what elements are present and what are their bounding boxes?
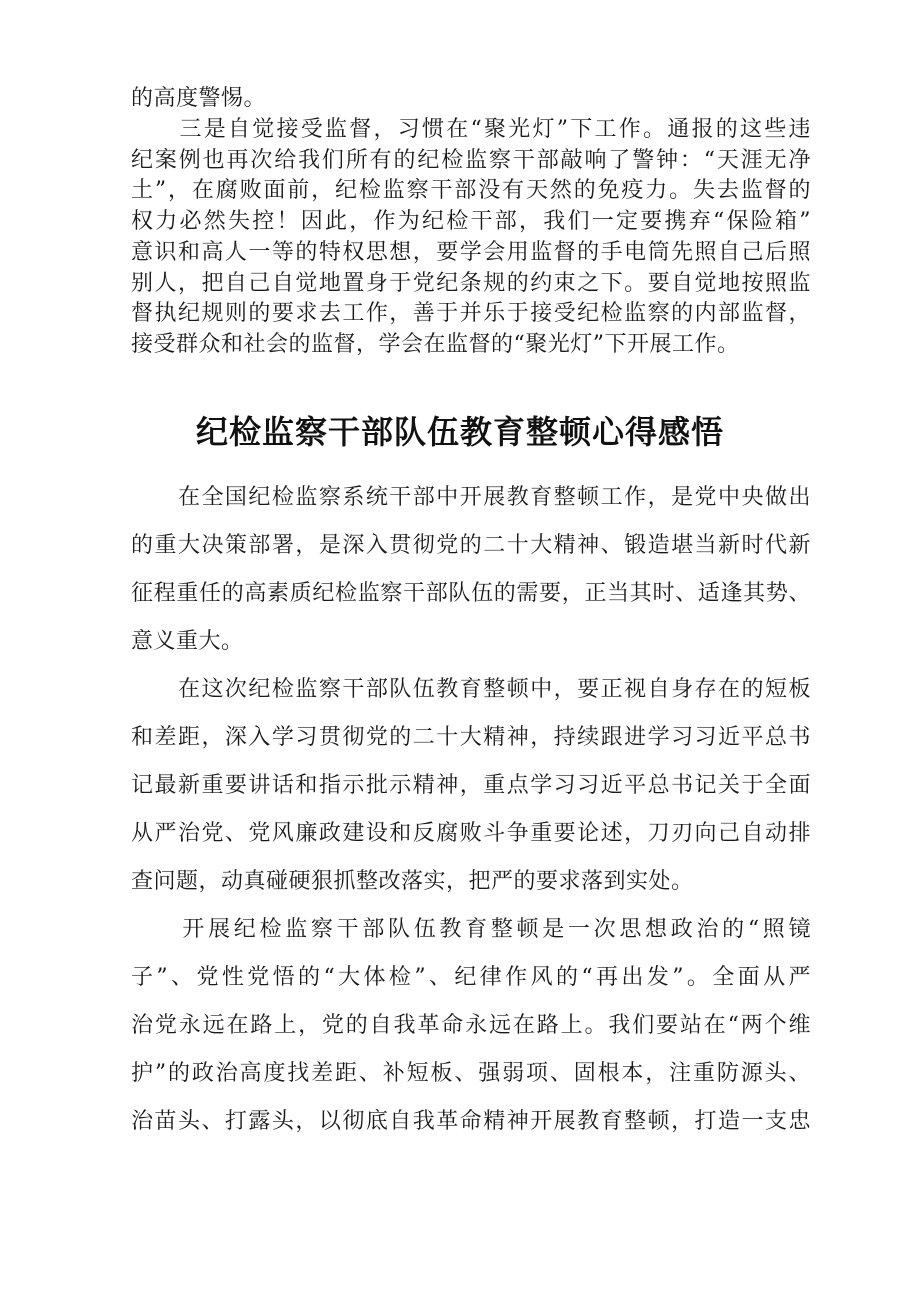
article-paragraph-3 xyxy=(131,906,811,1146)
text-line: 护”的政治高度找差距、补短板、强弱项、固根本，注重防源头、 xyxy=(131,1061,811,1086)
text-line: 记最新重要讲话和指示批示精神，重点学习习近平总书记关于全面 xyxy=(131,773,811,798)
text-line: 查问题，动真碰硬狠抓整改落实，把严的要求落到实处。 xyxy=(131,869,694,894)
text-line: 治苗头、打露头，以彻底自我革命精神开展教育整顿，打造一支忠 xyxy=(131,1109,811,1134)
text-line: 从严治党、党风廉政建设和反腐败斗争重要论述，刀刃向己自动排 xyxy=(131,821,811,846)
text-line: 土”，在腐败面前，纪检监察干部没有天然的免疫力。失去监督的 xyxy=(131,178,811,204)
article-paragraph-1 xyxy=(131,474,811,666)
prev-paragraph-1 xyxy=(131,84,811,115)
text-line: 接受群众和社会的监督，学会在监督的“聚光灯”下开展工作。 xyxy=(131,331,740,357)
text-line: 纪案例也再次给我们所有的纪检监察干部敲响了警钟：“天涯无净 xyxy=(131,147,811,173)
text-line: 征程重任的高素质纪检监察干部队伍的需要，正当其时、适逢其势、 xyxy=(131,581,811,606)
text-line: 在这次纪检监察干部队伍教育整顿中，要正视自身存在的短板 xyxy=(131,677,811,702)
text-line: 意义重大。 xyxy=(131,629,244,654)
text-line: 和差距，深入学习贯彻党的二十大精神，持续跟进学习习近平总书 xyxy=(131,725,811,750)
text-line: 意识和高人一等的特权思想，要学会用监督的手电筒先照自己后照 xyxy=(131,239,811,265)
text-line: 治党永远在路上，党的自我革命永远在路上。我们要站在“两个维 xyxy=(131,1013,811,1038)
text-line: 开展纪检监察干部队伍教育整顿是一次思想政治的“照镜 xyxy=(131,917,811,942)
prev-paragraph-2 xyxy=(131,115,811,361)
article-title: 纪检监察干部队伍教育整顿心得感悟 xyxy=(195,413,724,451)
text-line: 权力必然失控！因此，作为纪检干部，我们一定要携弃“保险箱” xyxy=(131,209,811,235)
text-line: 子”、党性党悟的“大体检”、纪律作风的“再出发”。全面从严 xyxy=(131,965,811,990)
text-line: 的高度警惕。 xyxy=(131,86,267,111)
article-paragraph-2 xyxy=(131,666,811,906)
text-line: 三是自觉接受监督，习惯在“聚光灯”下工作。通报的这些违 xyxy=(131,117,811,142)
text-line: 的重大决策部署，是深入贯彻党的二十大精神、锻造堪当新时代新 xyxy=(131,533,811,558)
text-line: 督执纪规则的要求去工作，善于并乐于接受纪检监察的内部监督， xyxy=(131,301,811,327)
text-line: 别人，把自己自觉地置身于党纪条规的约束之下。要自觉地按照监 xyxy=(131,270,811,296)
text-line: 在全国纪检监察系统干部中开展教育整顿工作，是党中央做出 xyxy=(131,485,811,510)
